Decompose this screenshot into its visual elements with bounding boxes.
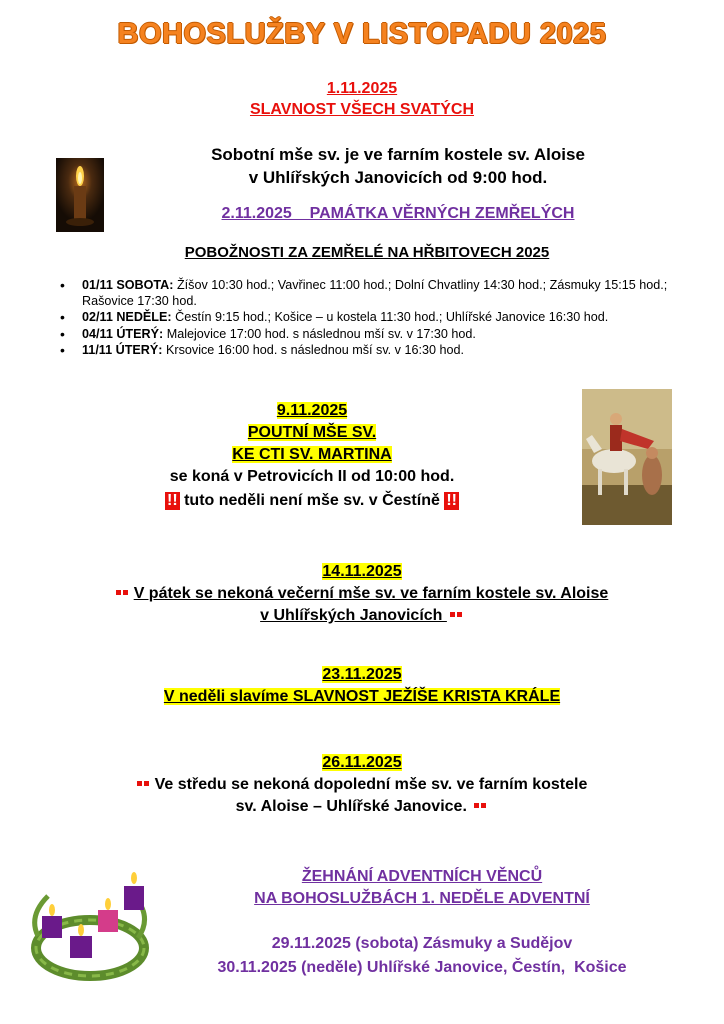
advent-wreath-image: [28, 856, 150, 986]
saint-martin-image: [582, 389, 672, 525]
item-label: 01/11 SOBOTA:: [82, 278, 174, 292]
nov23-date: 23.11.2025: [322, 666, 402, 683]
bullet-square-icon: [123, 590, 128, 595]
nov9-block: [100, 400, 524, 512]
list-item: [82, 342, 706, 358]
item-text: Malejovice 17:00 hod. s následnou mší sv. v 17:30 hod.: [163, 326, 476, 341]
bullet-square-icon: [450, 612, 455, 617]
warning-mark-left: !!: [167, 492, 178, 509]
nov26-line2: sv. Aloise – Uhlířské Janovice.: [235, 798, 472, 815]
nov23-feast: SLAVNOST JEŽÍŠE KRISTA KRÁLE: [292, 688, 561, 705]
nov14-line2: v Uhlířských Janovicích: [260, 607, 447, 624]
item-label: 11/11 ÚTERÝ:: [82, 342, 163, 357]
list-item: [82, 277, 706, 309]
page-title: BOHOSLUŽBY V LISTOPADU 2025: [117, 18, 607, 50]
nov26-block: [0, 752, 724, 818]
item-text: Žíšov 10:30 hod.; Vavřinec 11:00 hod.; Dolní Chvatliny 14:30 hod.; Zásmuky 15:15 hod.; Rašovice 17:30 hod.: [82, 278, 668, 309]
nov14-block: [0, 561, 724, 627]
bullet-square-icon: [474, 803, 479, 808]
item-label: 04/11 ÚTERÝ:: [82, 326, 164, 341]
bullet-square-icon: [144, 781, 149, 786]
item-label: 02/11 NEDĚLE:: [82, 310, 172, 325]
bullet-square-icon: [457, 612, 462, 617]
bullet-square-icon: [116, 590, 121, 595]
nov26-line1: Ve středu se nekoná dopolední mše sv. ve farním kostele: [154, 776, 588, 793]
nov1-line1: Sobotní mše sv. je ve farním kostele sv. Aloise: [211, 145, 585, 164]
advent-date1: 29.11.2025 (sobota) Zásmuky a Sudějov: [271, 935, 573, 952]
advent-block: [190, 866, 654, 910]
list-item: [82, 309, 706, 325]
nov1-line2: v Uhlířských Janovicích od 9:00 hod.: [248, 168, 548, 187]
advent-line1: ŽEHNÁNÍ ADVENTNÍCH VĚNCŮ: [301, 868, 543, 885]
nov2-subheading: POBOŽNOSTI ZA ZEMŘELÉ NA HŘBITOVECH 2025: [184, 244, 550, 261]
list-item: [82, 326, 706, 342]
advent-date2: 30.11.2025 (neděle) Uhlířské Janovice, Čestín, Košice: [217, 959, 627, 976]
nov1-feast: SLAVNOST VŠECH SVATÝCH: [249, 101, 475, 118]
bullet-square-icon: [481, 803, 486, 808]
nov9-date: 9.11.2025: [276, 402, 348, 419]
advent-dates: [150, 932, 694, 980]
nov1-date: 1.11.2025: [326, 80, 398, 97]
nov9-line1: POUTNÍ MŠE SV.: [247, 424, 377, 441]
item-text: Krsovice 16:00 hod. s následnou mší sv. v 16:30 hod.: [162, 342, 464, 357]
nov1-info: [178, 143, 618, 189]
nov23-prefix: V neděli slavíme: [163, 688, 293, 705]
bullet-square-icon: [137, 781, 142, 786]
advent-line2: NA BOHOSLUŽBÁCH 1. NEDĚLE ADVENTNÍ: [254, 890, 590, 907]
nov14-date: 14.11.2025: [322, 563, 402, 580]
nov9-line3: se koná v Petrovicích II od 10:00 hod.: [169, 468, 455, 485]
nov23-block: [0, 664, 724, 708]
warning-mark-right: !!: [446, 492, 457, 509]
cemetery-list: [60, 277, 706, 358]
nov14-line1: V pátek se nekoná večerní mše sv. ve farním kostele sv. Aloise: [133, 585, 609, 602]
nov26-date: 26.11.2025: [322, 754, 402, 771]
nov9-line4: tuto neděli není mše sv. v Čestíně: [179, 492, 445, 509]
item-text: Čestín 9:15 hod.; Košice – u kostela 11:30 hod.; Uhlířské Janovice 16:30 hod.: [171, 310, 609, 325]
nov2-heading: 2.11.2025 PAMÁTKA VĚRNÝCH ZEMŘELÝCH: [221, 205, 575, 222]
nov9-line2: KE CTI SV. MARTINA: [232, 446, 392, 463]
